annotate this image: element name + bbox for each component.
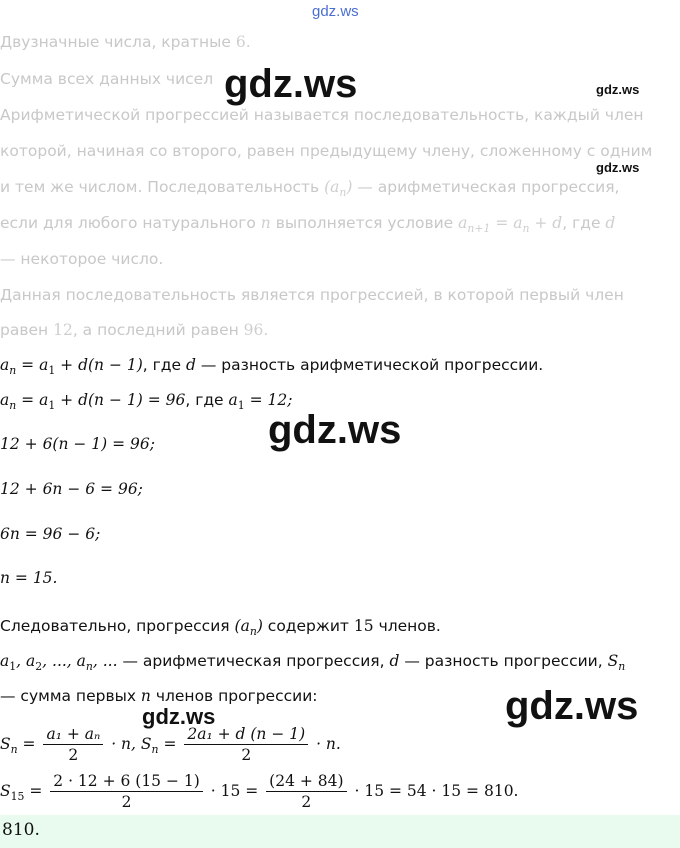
faded-line-5: и тем же числом. Последовательность $(a_n)$ — арифметическая прогрессия, — [0, 178, 620, 199]
answer-value: 810. — [2, 820, 40, 840]
faded-line-6: если для любого натурального n выполняется условие $a_{n+1} = a_n + d$, где d — [0, 214, 616, 235]
faded-line-3: Арифметической прогрессией называется последовательность, каждый член — [0, 106, 644, 124]
formula-sum: $S_n$ = $\frac{\text{a₁ + aₙ}}{2}$ · n, $S_n$ = $\frac{\text{2a₁ + d (n − 1)}}{2}$ · n. — [0, 725, 341, 764]
watermark-large-3: gdz.ws — [505, 684, 639, 728]
watermark-small-2: gdz.ws — [596, 160, 640, 175]
faded-line-8: Данная последовательность является прогрессией, в которой первый член — [0, 286, 624, 304]
fraction-3: $\frac{2 \cdot 12 + 6 (15 - 1)}{2}$ — [50, 771, 203, 812]
watermark-small-1: gdz.ws — [596, 82, 640, 97]
solution-line-4: 12 + 6n − 6 = 96; — [0, 480, 143, 498]
faded-line-9: равен 12, а последний равен 96. — [0, 321, 269, 339]
faded-line-2: Сумма всех данных чисел — [0, 70, 214, 88]
watermark-large-2: gdz.ws — [268, 408, 402, 452]
solution-line-2: $a_n = a_1 + d(n - 1) = 96$, где $a_1 = 12$; — [0, 391, 293, 412]
faded-line-1: Двузначные числа, кратные 6. — [0, 33, 251, 51]
answer-box — [0, 815, 680, 848]
watermark-top[interactable]: gdz.ws — [312, 3, 359, 20]
faded-line-7: — некоторое число. — [0, 250, 164, 268]
fraction-1: $\frac{\text{a₁ + aₙ}}{2}$ — [43, 724, 103, 765]
fraction-2: $\frac{\text{2a₁ + d (n − 1)}}{2}$ — [184, 724, 308, 765]
fraction-4: $\frac{(24 + 84)}{2}$ — [266, 771, 346, 812]
formula-s15: $S_{15}$ = $\frac{2 \cdot 12 + 6 (15 - 1)}{2}$ · 15 = $\frac{(24 + 84)}{2}$ · 15 = 54 · 15 = 810. — [0, 772, 519, 811]
solution-line-7: Следовательно, прогрессия $(a_n)$ содержит 15 членов. — [0, 617, 441, 638]
solution-line-1: $a_n = a_1 + d(n - 1)$, где d — разность арифметической прогрессии. — [0, 356, 544, 377]
solution-line-3: 12 + 6(n − 1) = 96; — [0, 435, 155, 453]
faded-line-4: которой, начиная со второго, равен предыдущему члену, сложенному с одним — [0, 142, 653, 160]
watermark-medium: gdz.ws — [142, 704, 216, 729]
solution-line-8: $a_1$, $a_2$, ..., $a_n$, ... — арифметическая прогрессия, d — разность прогрессии, $S_n$ — [0, 652, 626, 673]
solution-line-9: — сумма первых n членов прогрессии: — [0, 687, 318, 705]
solution-line-5: 6n = 96 − 6; — [0, 525, 101, 543]
solution-line-6: n = 15. — [0, 569, 58, 587]
watermark-large-1: gdz.ws — [224, 62, 358, 106]
